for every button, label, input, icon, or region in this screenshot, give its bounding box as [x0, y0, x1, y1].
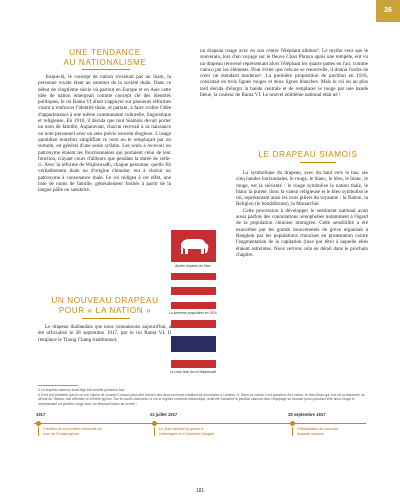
page-number-tab: 26	[376, 0, 400, 22]
flag-proposal-1916	[171, 273, 216, 309]
paragraph: La symbolique du drapeau, avec du haut vers le bas, ses cinq bandes horizontales, le rouge, le blanc, le bleu, le blanc, le rouge, est la suivante : le rouge symbolise la nation thaïe, le blanc la pureté, donc la valeur religieuse et le bleu symbolise le roi, représentant ainsi les trois piliers du royaume : la Nation, la Religion (le bouddhisme), la Monarchie.	[236, 170, 368, 208]
flag-stripe-white	[171, 295, 216, 302]
footnote-item: 5 Il est fort probable que le roi a lu l'gloire de Joseph Conrad (peut-être même) des deux hommes s'étaient-ils rencontrés à Londres ?). Dans ce roman il est question d'un navire, le Nan-Shan qui, lors de la traversée du détroit de Taïwan, doit affronter un terrible typhon. Sur le navire claironne-t-il sur le registre maritime britannique, avait été transféré le pavillon siamois dont l'équipage se trouvait prévu pourtant être alors rouge et représentant un pavillon rouge avec un éléphant blanc au centre !	[38, 392, 365, 406]
section-heading-nationalisme	[40, 48, 170, 67]
page-footer-number: 181	[195, 488, 205, 494]
flag-elephant-old-siam	[171, 230, 216, 262]
section1-body	[38, 74, 171, 280]
timeline-date: 28 septembre 1917	[288, 412, 326, 417]
flag-stripe-red	[171, 320, 216, 328]
flag-stripe-white	[171, 352, 216, 360]
footnote-rule	[38, 385, 78, 386]
timeline-dot	[290, 421, 295, 426]
flag-final-wajirawudh	[171, 320, 216, 368]
paragraph: Le drapeau thaïlandais que nous connaissons aujourd'hui, a été officialisé le 28 septembre 1917, par le roi Rama VI. Il remplace le Thong Chang traditionnel,	[38, 324, 171, 343]
flag-stripe-blue	[171, 336, 216, 352]
flag-caption: Le choix final du roi Wajirawudh	[169, 370, 217, 374]
section2-body	[38, 324, 171, 356]
heading-underline	[300, 162, 336, 163]
white-elephant-icon	[171, 230, 216, 262]
flag-stripe-red	[171, 287, 216, 294]
paragraph: un drapeau rouge avec en son centre l'éléphant albinos⁴. Le mythe veut que le souverain, lors d'un voyage sur le fleuve Chao Phraya après une tempête, eût vu un drapeau renversé représentant alors l'éléphant les quatre pattes en l'air, comme vaincu par les éléments. Pour éviter que cela ne se renouvelle, il donna l'ordre de créer un étendard moderne⁵. La première proposition de pavillon en 1916, consistait en trois lignes rouges et deux lignes blanches. Mais le roi un an plus tard décida d'élargir la bande centrale et de remplacer le rouge par une bande bleue, la couleur de Rama VI. Le nouvel emblème national était né !	[200, 48, 368, 99]
timeline-event: Officialisation du nouveau drapeau siamois.	[292, 427, 347, 436]
heading-line: UNE TENDANCE	[69, 48, 141, 57]
flag-stripe-white	[171, 280, 216, 287]
section3-body	[236, 170, 368, 372]
timeline-event: Le Siam déclare la guerre à l'Allemagne et à l'Autriche-Hongrie.	[154, 427, 217, 436]
footnote-item: 4 Le drapeau siamois avait déjà été modifié plusieurs fois.	[38, 388, 126, 392]
section-heading-drapeau	[40, 296, 170, 315]
timeline-event: Création de la première université du nom de Chulalongkorn	[38, 427, 103, 436]
heading-underline	[82, 318, 130, 319]
timeline-line	[34, 423, 366, 424]
footnotes	[38, 385, 370, 406]
heading-line: POUR « LA NATION »	[58, 305, 152, 315]
flag-stripe-red	[171, 360, 216, 368]
timeline-date: 22 juillet 1917	[150, 412, 178, 417]
flag-stripe-red	[171, 273, 216, 280]
timeline-dot	[36, 421, 41, 426]
section-heading-drapeau-siamois: LE DRAPEAU SIAMOIS	[258, 150, 358, 159]
flag-stripe-white	[171, 328, 216, 336]
flag-caption: La première proposition en 1916	[169, 311, 217, 315]
column2-top-body	[200, 48, 368, 140]
heading-line: UN NOUVEAU DRAPEAU	[51, 296, 159, 305]
flag-stripe-red	[171, 302, 216, 309]
paragraph: Jusque-là, le concept de nation n'existait pas au Siam, la personne royale étant au sommet de la société thaïe. Dans ce début de vingtième siècle où partout en Europe et en Asie cette idée de nation émergeait comme concept clé des identités politiques, le roi Rama VI allait s'appuyer sur plusieurs réformes visant à renforcer l'identité thaïe, et partant, à faire croître l'idée d'appartenance à une même communauté culturelle, linguistique et religieuse. En 1910, il décida que tout Siamois devait porter un nom de famille. Auparavant, chacun recevait à sa naissance un nom personnel avec un sens précis souvent élogieux. L'usage quotidien toutefois simplifiait ce nom ou le remplaçait par un surnom, en général d'une seule syllabe. Les seuls à recevoir un patronyme étaient les fonctionnaires qui portaient celui de leur fonction, n'ayant cours d'ailleurs que pendant la durée de celle-ci. Avec la réforme de Wajirawudh, chaque personne, quelle fût véritablement thaïe ou d'origine chinoise, eut à choisir un patronyme à consonance thaïe. Le roi rédigea à cet effet, une liste de noms de famille, généralement formés à partir de la langue pâlie ou sanskrite.	[38, 74, 171, 194]
timeline-date: 1917	[36, 412, 46, 417]
heading-underline	[82, 69, 130, 70]
timeline-dot	[152, 421, 157, 426]
paragraph: Cette procession à développer le sentiment national avait aussi parfois des connotations xénophobes notamment à l'égard de la population chinoise immigrée. Cette sensibilité a été exacerbée par les grands mouvements de grève organisés à Bangkok par les populations chinoises en protestation contre l'augmentation de la capitation (taxe par tête) à laquelle elles étaient astreintes. Nous verrons cela en détail dans le prochain chapitre.	[236, 207, 368, 258]
flag-caption: Ancien drapeau du Siam	[174, 264, 212, 268]
heading-line: AU NATIONALISME	[63, 57, 147, 67]
